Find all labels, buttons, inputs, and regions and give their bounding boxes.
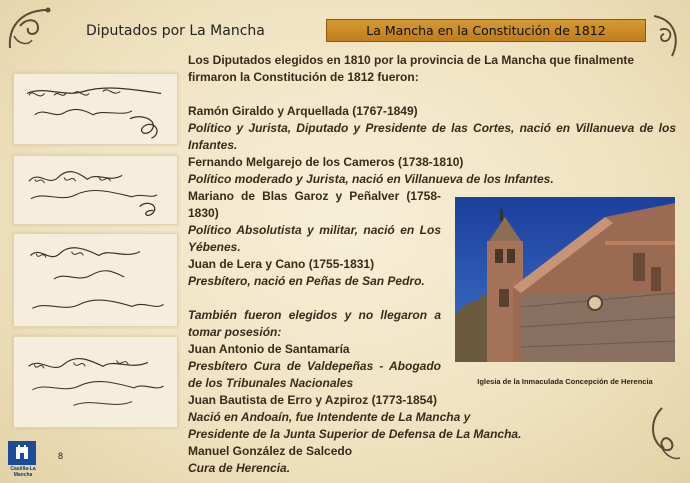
corner-flourish-top-left (4, 4, 56, 54)
logo-label: Castilla-La Mancha (10, 466, 36, 478)
also-elected-intro: También fueron elegidos y no llegaron a tomar posesión: (188, 308, 441, 339)
deputy-name: Ramón Giraldo y Arquellada (1767-1849) (188, 104, 418, 118)
deputy-name: Juan de Lera y Cano (1755-1831) (188, 257, 375, 271)
deputy-description: Político Absolutista y militar, nació en Los Yébenes. (188, 223, 441, 254)
church-photo (455, 197, 675, 362)
signature-image-giraldo (13, 73, 178, 145)
deputy-description: Político moderado y Jurista, nació en Villanueva de los Infantes. (188, 172, 554, 186)
banner-title: La Mancha en la Constitución de 1812 (326, 19, 646, 42)
photo-caption: Iglesia de la Inmaculada Concepción de Herencia (477, 377, 653, 386)
deputy-description: Presbítero Cura de Valdepeñas - Abogado de los Tribunales Nacionales (188, 359, 441, 390)
signature-image-lera (13, 336, 178, 428)
signature-image-garoz (13, 233, 178, 327)
deputy-description: Cura de Herencia. (188, 461, 291, 475)
deputy-name: Manuel González de Salcedo (188, 444, 353, 458)
deputy-description: Presbítero, nació en Peñas de San Pedro. (188, 274, 425, 288)
deputy-name: Mariano de Blas Garoz y Peñalver (1758-1830) (188, 189, 441, 220)
deputy-description: Político y Jurista, Diputado y Presidente de las Cortes, nació en Villanueva de los Infantes. (188, 121, 676, 152)
deputy-description: Nació en Andoaín, fue Intendente de La Mancha y Presidente de la Junta Superior de Defensa de La Mancha. (188, 410, 522, 441)
deputy-name: Juan Antonio de Santamaría (188, 342, 350, 356)
section-title: Diputados por La Mancha (86, 23, 265, 39)
signature-image-melgarejo (13, 155, 178, 225)
deputy-name: Juan Bautista de Erro y Azpiroz (1773-1854) (188, 393, 437, 407)
intro-paragraph: Los Diputados elegidos en 1810 por la provincia de La Mancha que finalmente firmaron la Constitución de 1812 fueron: (188, 53, 635, 84)
page-number: 8 (58, 451, 64, 461)
deputy-name: Fernando Melgarejo de los Cameros (1738-1810) (188, 155, 464, 169)
